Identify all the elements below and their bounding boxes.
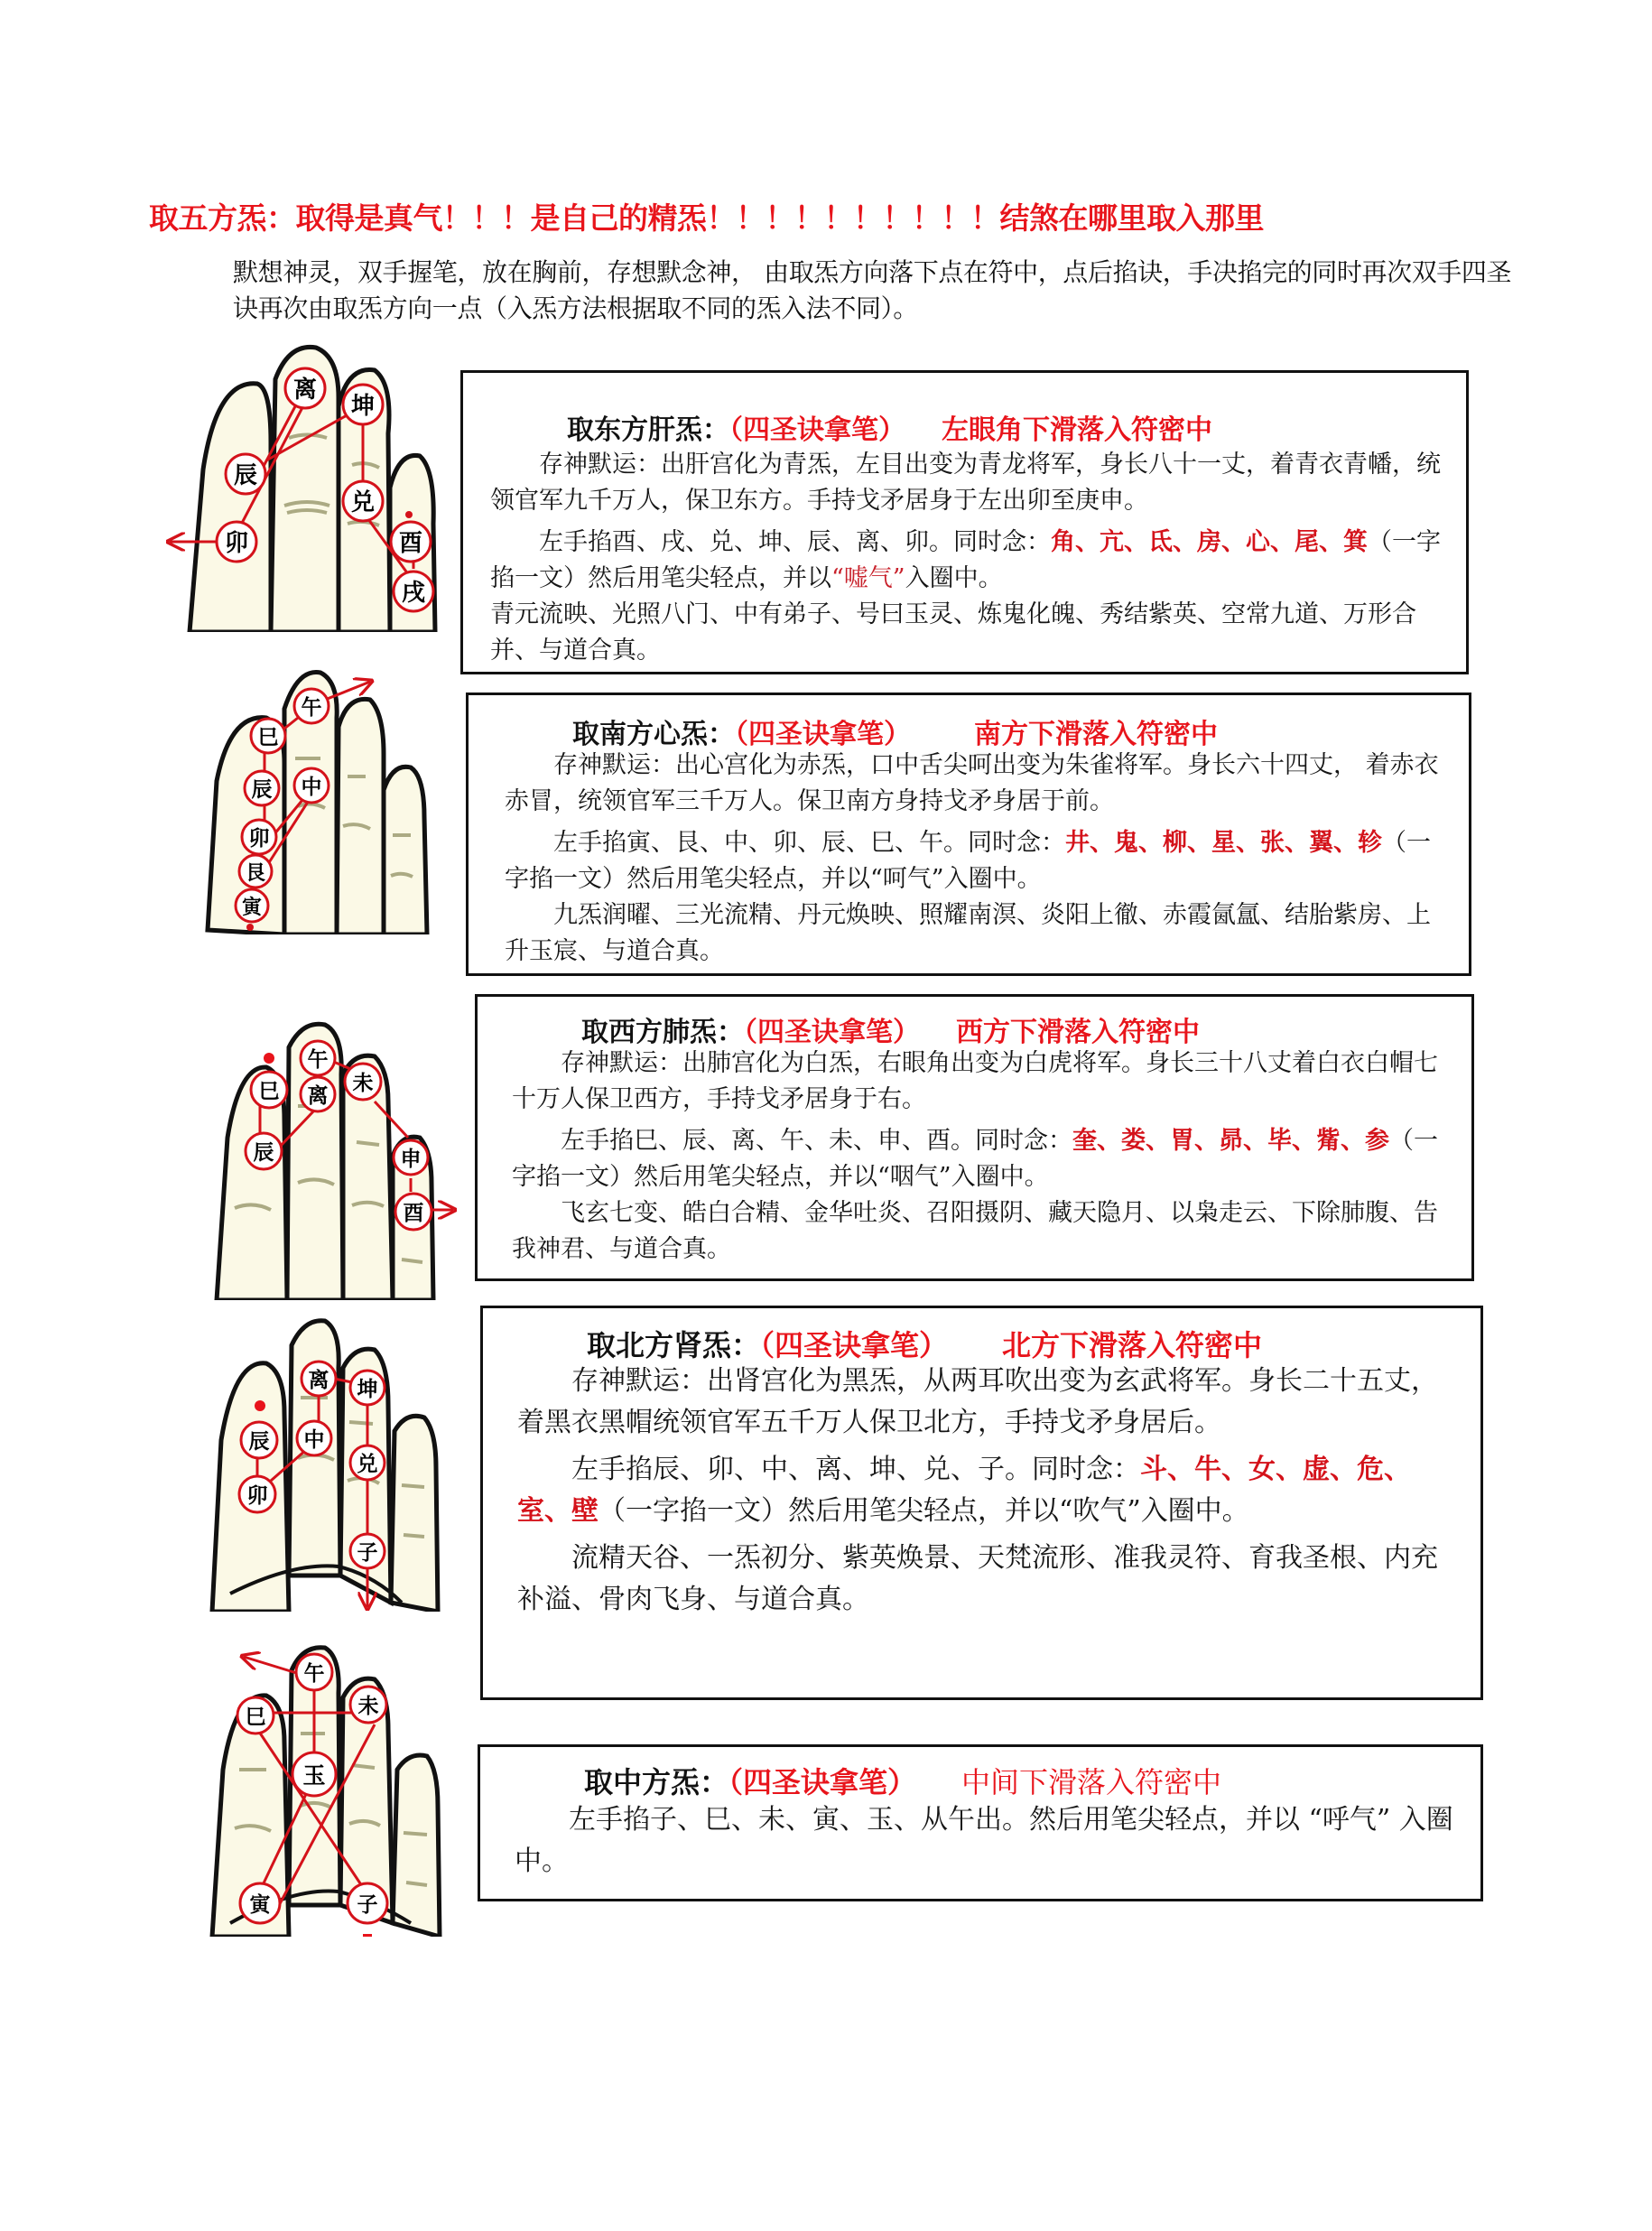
- pinch-instruction: （一字掐一文）然后用笔尖轻点，并以: [512, 1127, 1438, 1191]
- visualization-text: 存神默运：出肺宫化为白炁，右眼角出变为白虎将军。身长三十八丈着白衣白帽七十万人保卫西方，手持戈矛居身于右。: [512, 1049, 1438, 1113]
- intro-paragraph: 默想神灵，双手握笔，放在胸前，存想默念神， 由取炁方向落下点在符中，点后掐诀，手决掐完的同时再次双手四圣诀再次由取炁方向一点（入炁方法根据取不同的炁入法不同）。: [233, 257, 1512, 323]
- star-mansions: 角、亢、氐、房、心、尾、箕: [1051, 528, 1368, 556]
- point-label: 戌: [401, 580, 426, 607]
- pinch-suffix: 入圈中。: [943, 865, 1042, 893]
- point-label: 离: [308, 1369, 329, 1392]
- section-south: [466, 693, 1471, 976]
- point-label: 巳: [258, 1080, 280, 1103]
- point-label: 辰: [253, 1141, 274, 1165]
- incantation-text: 飞玄七变、皓白合精、金华吐炎、召阳摄阴、藏天隐月、以枭走云、下除肺腹、告我神君、与道合真。: [512, 1199, 1438, 1263]
- point-label: 子: [357, 1541, 378, 1565]
- breath-type: “嘘气”: [831, 564, 905, 592]
- hand-diagram-east: [153, 343, 442, 632]
- point-label: 卯: [248, 827, 270, 851]
- point-label: 未: [352, 1072, 374, 1095]
- incantation-text: 九炁润曜、三光流精、丹元焕映、照耀南溟、炎阳上徹、赤霞氤氲、结胎紫房、上升玉宸、与道合真。: [505, 901, 1431, 965]
- breath-type: “吹气”: [1059, 1495, 1141, 1527]
- point-label: 离: [307, 1084, 329, 1108]
- hand-diagram-center: [194, 1625, 456, 1937]
- point-label: 巳: [257, 726, 279, 749]
- star-mansions: 奎、娄、胃、昴、毕、觜、参: [1072, 1127, 1389, 1155]
- section-heading: 取北方肾炁：: [587, 1328, 761, 1362]
- pinch-suffix: 入圈中。: [951, 1163, 1049, 1191]
- section-heading: 取中方炁：: [584, 1765, 729, 1799]
- breath-type: “咽气”: [877, 1163, 951, 1191]
- grip-label: （四圣诀拿笔）: [729, 414, 905, 446]
- visualization-text: 存神默运：出肾宫化为黑炁，从两耳吹出变为玄武将军。身长二十五丈，着黑衣黑帽统领官军五千万人保卫北方，手持戈矛身居后。: [517, 1365, 1438, 1438]
- grip-label: （四圣诀拿笔）: [729, 1765, 917, 1799]
- visualization-text: 存神默运：出肝宫化为青炁，左目出变为青龙将军，身长八十一丈，着青衣青幡，统领官军九千万人，保卫东方。手持戈矛居身于左出卯至庚申。: [490, 451, 1441, 515]
- pinch-instruction: （一字掐一文）然后用笔尖轻点，并以: [505, 829, 1431, 893]
- section-heading: 取东方肝炁：: [567, 414, 729, 446]
- pinch-sequence: 左手掐巳、辰、离、午、未、申、酉。同时念：: [561, 1127, 1072, 1155]
- entry-direction: 中间下滑落入符密中: [961, 1765, 1222, 1799]
- point-label: 午: [307, 1048, 329, 1072]
- entry-direction: 西方下滑落入符密中: [956, 1017, 1200, 1048]
- section-north: [480, 1306, 1483, 1700]
- pinch-sequence: 左手掐辰、卯、中、离、坤、兑、子。同时念：: [571, 1454, 1140, 1485]
- star-mansions: 斗、牛、女、虚、危、室、壁: [517, 1454, 1411, 1527]
- entry-direction: 左眼角下滑落入符密中: [942, 414, 1212, 446]
- point-label: 巳: [245, 1706, 266, 1729]
- point-label: 未: [357, 1695, 379, 1718]
- point-label: 兑: [350, 489, 376, 516]
- point-label: 玉: [302, 1762, 326, 1789]
- point-label: 午: [301, 696, 322, 720]
- point-label: 辰: [248, 1430, 270, 1454]
- incantation-text: 流精天谷、一炁初分、紫英焕景、天梵流形、准我灵符、育我圣根、内充补溢、骨肉飞身、与道合真。: [517, 1542, 1438, 1615]
- point-label: 申: [400, 1148, 422, 1171]
- incantation-text: 青元流映、光照八门、中有弟子、号曰玉灵、炼鬼化魄、秀结紫英、空常九道、万形合并、与道合真。: [490, 600, 1416, 665]
- pinch-sequence: 左手掐酉、戌、兑、坤、辰、离、卯。同时念：: [539, 528, 1051, 556]
- point-label: 卯: [224, 530, 249, 557]
- grip-label: （四圣诀拿笔）: [760, 1328, 949, 1362]
- point-label: 辰: [233, 462, 258, 489]
- point-label: 子: [357, 1893, 378, 1917]
- page-title: 取五方炁：取得是真气！！！是自己的精炁！！！！！！！！！！结煞在哪里取入那里: [149, 200, 1264, 236]
- hand-diagram-south: [194, 664, 456, 934]
- point-label: 艮: [245, 862, 266, 885]
- point-label: 酉: [403, 1202, 424, 1225]
- point-label: 坤: [357, 1378, 378, 1401]
- point-label: 午: [303, 1662, 325, 1686]
- hand-diagram-north: [194, 1305, 456, 1612]
- point-label: 辰: [251, 778, 273, 802]
- point-label: 寅: [249, 1893, 271, 1917]
- instruction-text: 左手掐子、巳、未、寅、玉、从午出。然后用笔尖轻点，并以 “呼气” 入圈中。: [515, 1804, 1453, 1877]
- section-east: [460, 370, 1469, 674]
- visualization-text: 存神默运：出心宫化为赤炁，口中舌尖呵出变为朱雀将军。身长六十四丈， 着赤衣赤冒，统领官军三千万人。保卫南方身持戈矛身居于前。: [505, 751, 1439, 815]
- hand-diagram-west: [208, 1002, 469, 1300]
- entry-direction: 北方下滑落入符密中: [1002, 1328, 1263, 1362]
- section-west: [475, 994, 1474, 1281]
- point-label: 卯: [246, 1484, 268, 1508]
- entry-direction: 南方下滑落入符密中: [974, 719, 1218, 750]
- pinch-suffix: 入圈中。: [905, 564, 1003, 592]
- point-label: 离: [292, 376, 318, 404]
- section-center: [478, 1744, 1483, 1901]
- grip-label: （四圣诀拿笔）: [744, 1017, 920, 1048]
- pinch-sequence: 左手掐寅、艮、中、卯、辰、巳、午。同时念：: [553, 829, 1065, 857]
- section-heading: 取南方心炁：: [572, 719, 735, 750]
- point-label: 坤: [350, 393, 376, 420]
- grip-label: （四圣诀拿笔）: [735, 719, 911, 750]
- point-label: 兑: [357, 1453, 378, 1476]
- section-heading: 取西方肺炁：: [581, 1017, 744, 1048]
- point-label: 寅: [241, 897, 263, 919]
- breath-type: “呵气”: [870, 865, 944, 893]
- point-label: 酉: [398, 530, 423, 557]
- point-label: 中: [303, 1428, 325, 1452]
- point-label: 中: [301, 776, 322, 799]
- star-mansions: 井、鬼、柳、星、张、翼、轸: [1065, 829, 1382, 857]
- pinch-suffix: 入圈中。: [1140, 1495, 1249, 1527]
- pinch-instruction: （一字掐一文）然后用笔尖轻点，并以: [490, 528, 1441, 592]
- pinch-instruction: （一字掐一文）然后用笔尖轻点，并以: [599, 1495, 1059, 1527]
